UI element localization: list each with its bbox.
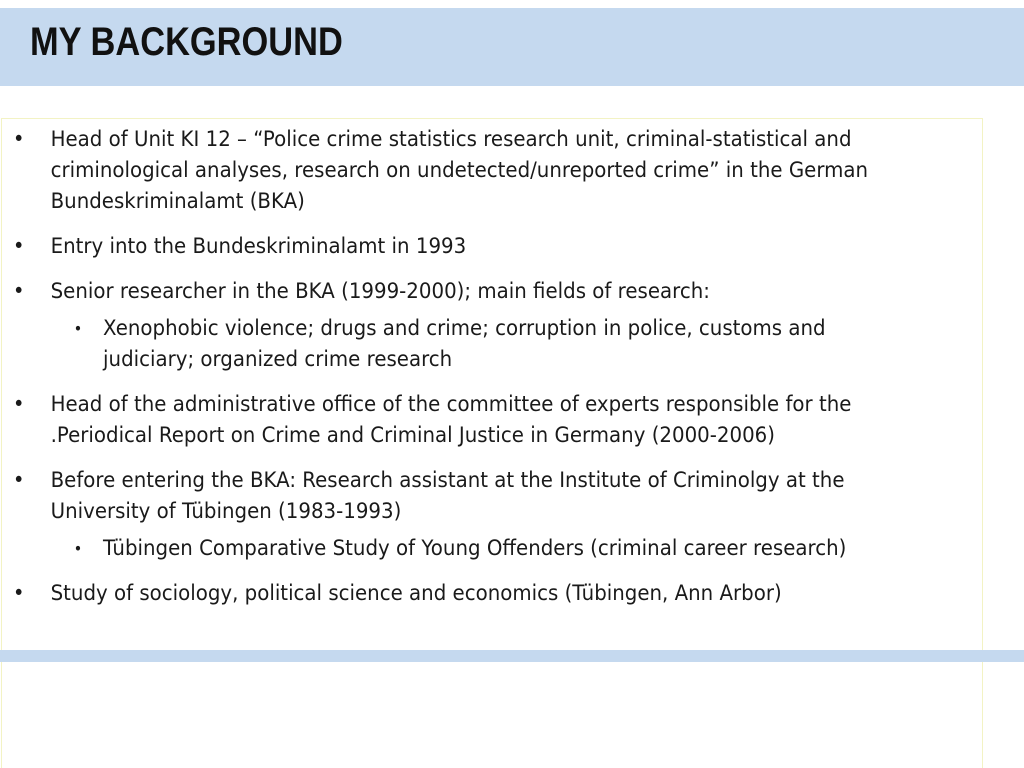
sub-bullet-list [51, 533, 911, 564]
bullet-text: Senior researcher in the BKA (1999-2000); main fields of research: [50, 279, 710, 304]
bullet-text: Study of sociology, political science and economics (Tübingen, Ann Arbor) [50, 581, 782, 606]
bullet-list [0, 124, 911, 623]
bullet-item-senior-researcher [0, 276, 911, 375]
bullet-item-research-assistant [0, 465, 911, 564]
bullet-text: Head of the administrative office of the committee of experts responsible for the .Periodical Report on Crime and Criminal Justice in Germany (2000-2006) [50, 392, 852, 448]
sub-bullet-item-comparative-study [51, 533, 911, 564]
bullet-text: Head of Unit KI 12 – “Police crime statistics research unit, criminal-statistical and criminological analyses, research on undetected/unreported crime” in the German Bundeskriminalamt (BKA) [50, 127, 869, 214]
bottom-band [0, 650, 1024, 662]
bullet-item-study [0, 578, 911, 609]
bullet-text: Before entering the BKA: Research assistant at the Institute of Criminolgy at the University of Tübingen (1983-1993) [50, 468, 845, 524]
bullet-item-entry-bka [0, 231, 911, 262]
sub-bullet-list [51, 313, 911, 375]
sub-bullet-text: Xenophobic violence; drugs and crime; corruption in police, customs and judiciary; organized crime research [103, 316, 826, 372]
slide-title: MY BACKGROUND [30, 20, 343, 64]
bullet-item-head-of-unit [0, 124, 911, 217]
sub-bullet-text: Tübingen Comparative Study of Young Offenders (criminal career research) [103, 536, 847, 561]
title-bar [0, 8, 1024, 86]
bullet-text: Entry into the Bundeskriminalamt in 1993 [50, 234, 467, 259]
sub-bullet-item-research-fields [51, 313, 911, 375]
bullet-item-administrative-office [0, 389, 911, 451]
